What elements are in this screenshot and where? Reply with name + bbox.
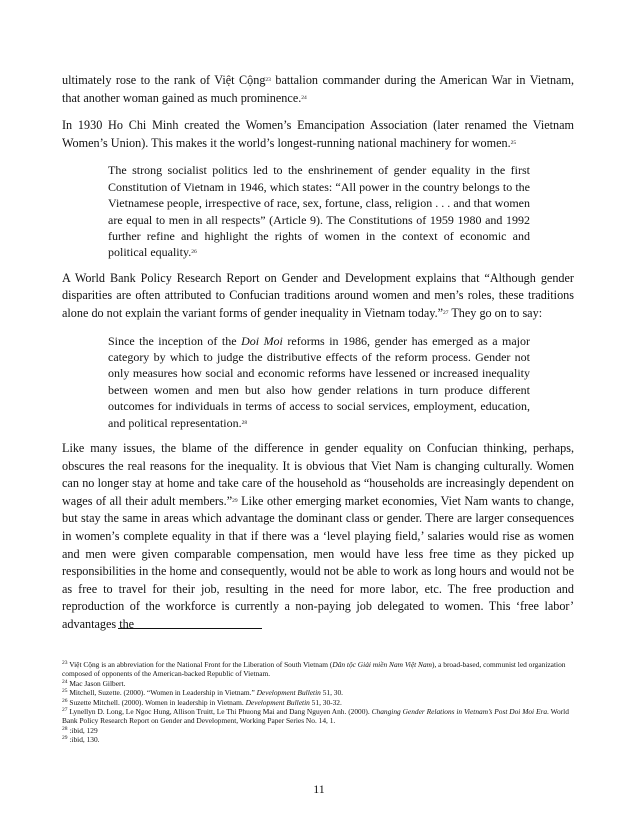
footnote-ref-29[interactable]: 29	[232, 497, 238, 504]
footnote-ref-24[interactable]: 24	[301, 94, 307, 101]
footnotes	[62, 660, 582, 745]
footnote-ref-27[interactable]: 27	[443, 310, 449, 316]
paragraph-world-bank-report: A World Bank Policy Research Report on Gender and Development explains that “Although gender disparities are often attributed to Confucian traditions around women and men’s roles, these traditions alone do not explain the variant forms of gender inequality in Vietnam today.”$^{27}$ They go on to say:	[62, 270, 574, 320]
body-text	[62, 72, 574, 644]
footnote-23: $^{23}$ Việt Cộng is an abbreviation for the National Front for the Liberation of South Vietnam (Dân tộc Giải miền Nam Việt Nam), a broad-based, communist led organization composed of opponents of the American-backed Republic of Vietnam.	[62, 660, 566, 679]
footnote-separator	[118, 628, 262, 629]
footnote-26: $^{26}$ Suzette Mitchell. (2000). Women in leadership in Vietnam. Development Bulletin 51, 30-32.	[62, 697, 342, 707]
page-number: 11	[313, 782, 325, 796]
footnote-29: $^{29}$ :ibid, 130.	[62, 735, 100, 745]
footnote-ref-25[interactable]: 25	[510, 139, 517, 146]
paragraph-womens-association: In 1930 Ho Chi Minh created the Women’s Emancipation Association (later renamed the Vietnam Women’s Union). This makes it the world’s longest-running national machinery for women.$^{25}$	[62, 118, 574, 150]
footnote-ref-26[interactable]: 26	[191, 249, 197, 256]
footnote-28: $^{28}$ :ibid, 129	[62, 725, 98, 735]
footnote-24: $^{24}$ Mac Jason Gilbert.	[62, 678, 126, 688]
paragraph-confucian-blame: Like many issues, the blame of the difference in gender equality on Confucian thinking, perhaps, obscures the real reasons for the inequality. It is obvious that Viet Nam is changing culturally. Women can no longer stay at home and take care of the household as “households are increasingly dependent on wages of all their adult members.”$^{29}$ Like other emerging market economies, Viet Nam wants to change, but stay the same in areas which advantage the dominant class or gender. There are larger consequences in women’s complete equality in that if there was a ‘level playing field,’ salaries would rise as women and men were given comparable compensation, men would have less free time as they picked up responsibilities in the home and consequently, would not be able to work as long hours and would not be as free to travel for their job, resulting in the need for more labor, etc. The free production and reproduction of the workforce is currently a non-paying job delegated to women. This ‘free labor’ advantages the	[62, 441, 574, 631]
footnote-27: $^{27}$ Lynellyn D. Long, Le Ngoc Hung, Allison Truitt, Le Thi Phuong Mai and Dang Nguyen Anh. (2000). Changing Gender Relations in Vietnam’s Post Doi Moi Era. World Bank Policy Research Report on Gender and Development, Working Paper Series No. 14, 1.	[62, 707, 569, 726]
block-quote-doi-moi: Since the inception of the Doi Moi reforms in 1986, gender has emerged as a major category by which to judge the distributive effects of the reform process. Gender not only measures how social and economic reforms have lessened or increased inequality between women and men but also how gender relations in turn produce different outcomes for individuals in terms of access to social services, employment, education, and political representation.$^{28}$	[108, 333, 530, 430]
footnote-ref-23[interactable]: 23	[265, 77, 271, 83]
footnote-25: $^{25}$ Mitchell, Suzette. (2000). “Women in Leadership in Vietnam.” Development Bulletin 51, 30.	[62, 688, 344, 698]
block-quote-constitution: The strong socialist politics led to the enshrinement of gender equality in the first Constitution of Vietnam in 1946, which states: “All power in the country belongs to the Vietnamese people, irrespective of race, sex, fortune, class, religion . . . and that women are equal to men in all respects” (Article 9). The Constitutions of 1959 1980 and 1992 further refine and highlight the rights of women in the context of economic and political equality.$^{26}$	[108, 163, 530, 260]
footnote-ref-28[interactable]: 28	[241, 419, 248, 426]
paragraph-viet-cong-rank: ultimately rose to the rank of Việt Cộng$^{23}$ battalion commander during the American War in Vietnam, that another woman gained as much prominence.$^{24}$	[62, 73, 574, 105]
